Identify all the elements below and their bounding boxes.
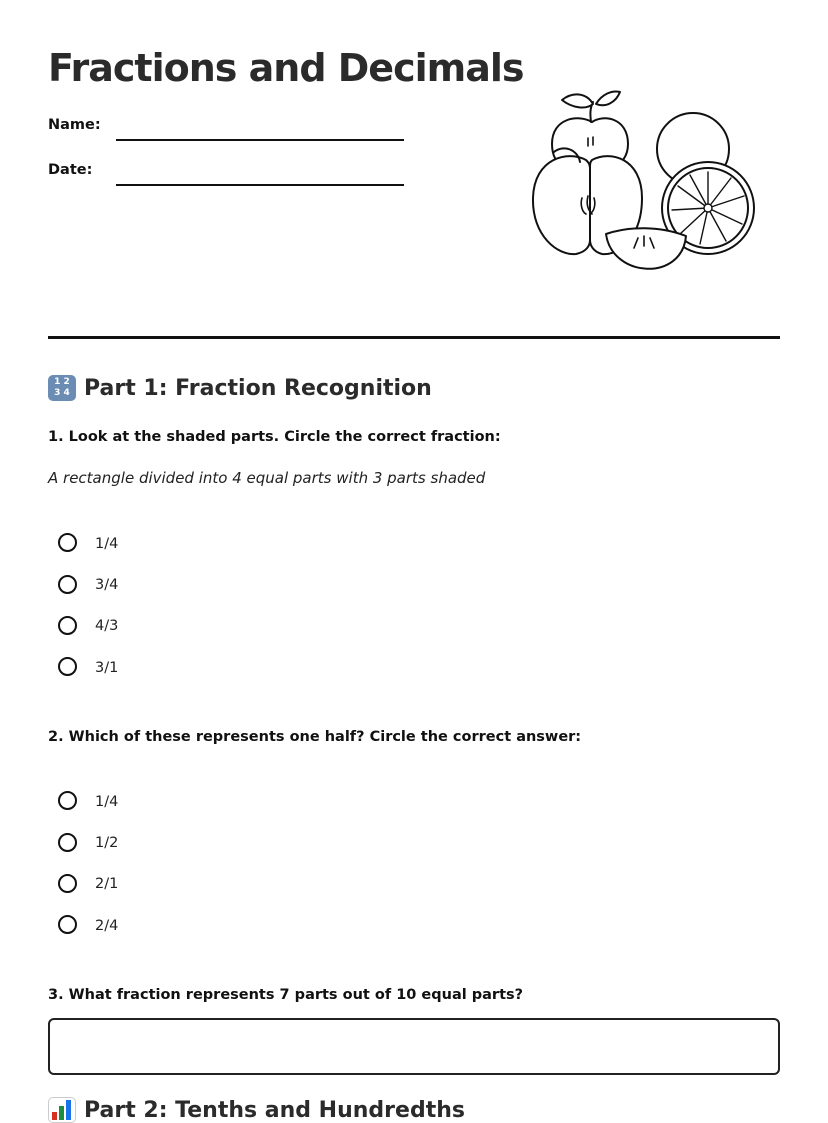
option-label: 3/4 [95, 577, 119, 594]
radio-circle[interactable] [58, 791, 77, 810]
date-label: Date: [48, 162, 93, 178]
apple-leaf-left [562, 94, 593, 107]
radio-circle[interactable] [58, 915, 77, 934]
page-title: Fractions and Decimals [48, 46, 524, 90]
part1-heading [48, 375, 432, 401]
header-divider [48, 336, 780, 339]
question-1-options [58, 523, 118, 689]
option-1-a[interactable] [58, 523, 118, 564]
radio-circle[interactable] [58, 657, 77, 676]
option-label: 2/1 [95, 876, 119, 893]
radio-circle[interactable] [58, 616, 77, 635]
option-label: 1/4 [95, 535, 119, 552]
apple-leaf-right [596, 92, 620, 106]
input-numbers-icon: 1 2 3 4 [48, 375, 76, 401]
option-label: 1/2 [95, 835, 119, 852]
bar-chart-icon [48, 1097, 76, 1123]
question-1-text: 1. Look at the shaded parts. Circle the correct fraction: [48, 429, 501, 445]
part2-heading-text: Part 2: Tenths and Hundredths [84, 1097, 465, 1123]
radio-circle[interactable] [58, 874, 77, 893]
question-3-text: 3. What fraction represents 7 parts out of 10 equal parts? [48, 987, 524, 1003]
option-1-d[interactable] [58, 647, 118, 688]
radio-circle[interactable] [58, 833, 77, 852]
part1-heading-text: Part 1: Fraction Recognition [84, 375, 432, 401]
part2-heading [48, 1097, 465, 1123]
radio-circle[interactable] [58, 575, 77, 594]
date-field[interactable] [116, 166, 404, 186]
option-1-c[interactable] [58, 606, 118, 647]
question-2-options [58, 781, 118, 947]
option-1-b[interactable] [58, 564, 118, 605]
option-label: 2/4 [95, 917, 119, 934]
worksheet-page [48, 0, 780, 1123]
option-2-d[interactable] [58, 905, 118, 946]
option-2-a[interactable] [58, 781, 118, 822]
name-label: Name: [48, 117, 101, 133]
radio-circle[interactable] [58, 533, 77, 552]
question-1-hint: A rectangle divided into 4 equal parts with 3 parts shaded [48, 469, 486, 487]
question-3-answer-box[interactable] [48, 1018, 780, 1075]
option-2-c[interactable] [58, 864, 118, 905]
option-label: 4/3 [95, 618, 119, 635]
orange-wedge-shape [606, 228, 686, 269]
option-2-b[interactable] [58, 822, 118, 863]
fruit-illustration [530, 86, 760, 286]
option-label: 3/1 [95, 659, 119, 676]
question-2-text: 2. Which of these represents one half? Circle the correct answer: [48, 729, 582, 745]
name-field[interactable] [116, 121, 404, 141]
option-label: 1/4 [95, 793, 119, 810]
